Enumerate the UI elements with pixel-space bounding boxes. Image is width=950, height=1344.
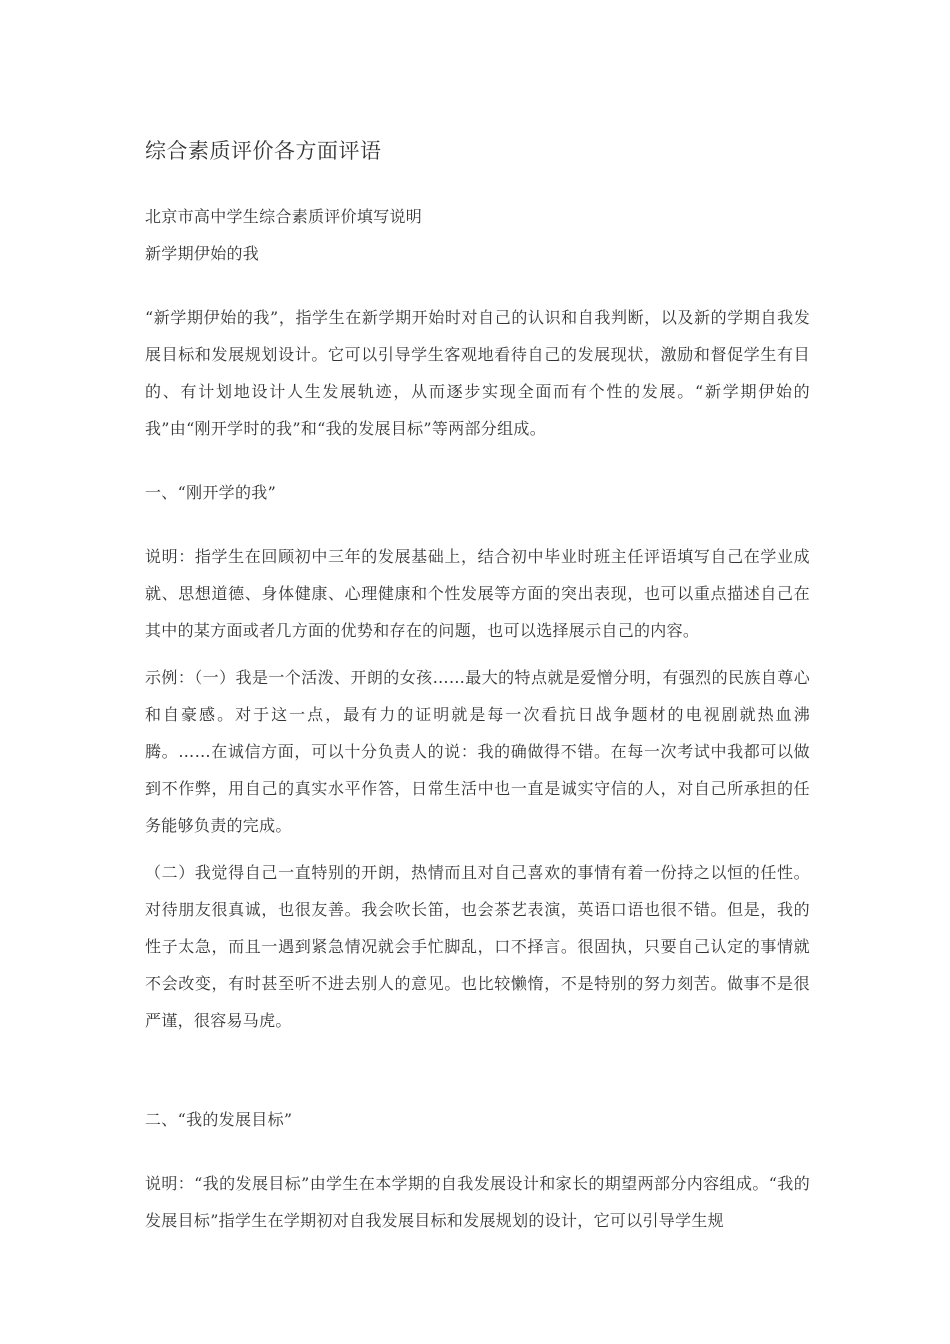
subtitle-new-semester: 新学期伊始的我 — [145, 244, 260, 263]
section-1-example-1: 示例：（一）我是一个活泼、开朗的女孩……最大的特点就是爱憎分明，有强烈的民族自尊心和自豪感。对于这一点，最有力的证明就是每一次看抗日战争题材的电视剧就热血沸腾。……在诚信方面，可以十分负责人的说：我的确做得不错。在每一次考试中我都可以做到不作弊，用自己的真实水平作答，日常生活中也一直是诚实守信的人，对自己所承担的任务能够负责的完成。 — [145, 668, 810, 835]
section-1-example-2: （二）我觉得自己一直特别的开朗，热情而且对自己喜欢的事情有着一份持之以恒的任性。对待朋友很真诚，也很友善。我会吹长笛，也会茶艺表演，英语口语也很不错。但是，我的性子太急，而且一遇到紧急情况就会手忙脚乱，口不择言。很固执，只要自己认定的事情就不会改变，有时甚至听不进去别人的意见。也比较懒惰，不是特别的努力刻苦。做事不是很严谨，很容易马虎。 — [145, 863, 810, 1030]
section-1-description: 说明：指学生在回顾初中三年的发展基础上，结合初中毕业时班主任评语填写自己在学业成就、思想道德、身体健康、心理健康和个性发展等方面的突出表现，也可以重点描述自己在其中的某方面或者几方面的优势和存在的问题，也可以选择展示自己的内容。 — [145, 547, 810, 640]
document-title: 综合素质评价各方面评语 — [145, 139, 382, 163]
document-body — [145, 132, 810, 1239]
section-2-heading: 二、“我的发展目标” — [145, 1110, 293, 1129]
section-2-description: 说明：“我的发展目标”由学生在本学期的自我发展设计和家长的期望两部分内容组成。“我的发展目标”指学生在学期初对自我发展目标和发展规划的设计，它可以引导学生规 — [145, 1174, 810, 1230]
intro-paragraph: “新学期伊始的我”，指学生在新学期开始时对自己的认识和自我判断，以及新的学期自我发展目标和发展规划设计。它可以引导学生客观地看待自己的发展现状，激励和督促学生有目的、有计划地设计人生发展轨迹，从而逐步实现全面而有个性的发展。“新学期伊始的我”由“刚开学时的我”和“我的发展目标”等两部分组成。 — [145, 308, 810, 438]
section-1-heading: 一、“刚开学的我” — [145, 483, 277, 502]
subtitle-instructions: 北京市高中学生综合素质评价填写说明 — [145, 207, 423, 226]
